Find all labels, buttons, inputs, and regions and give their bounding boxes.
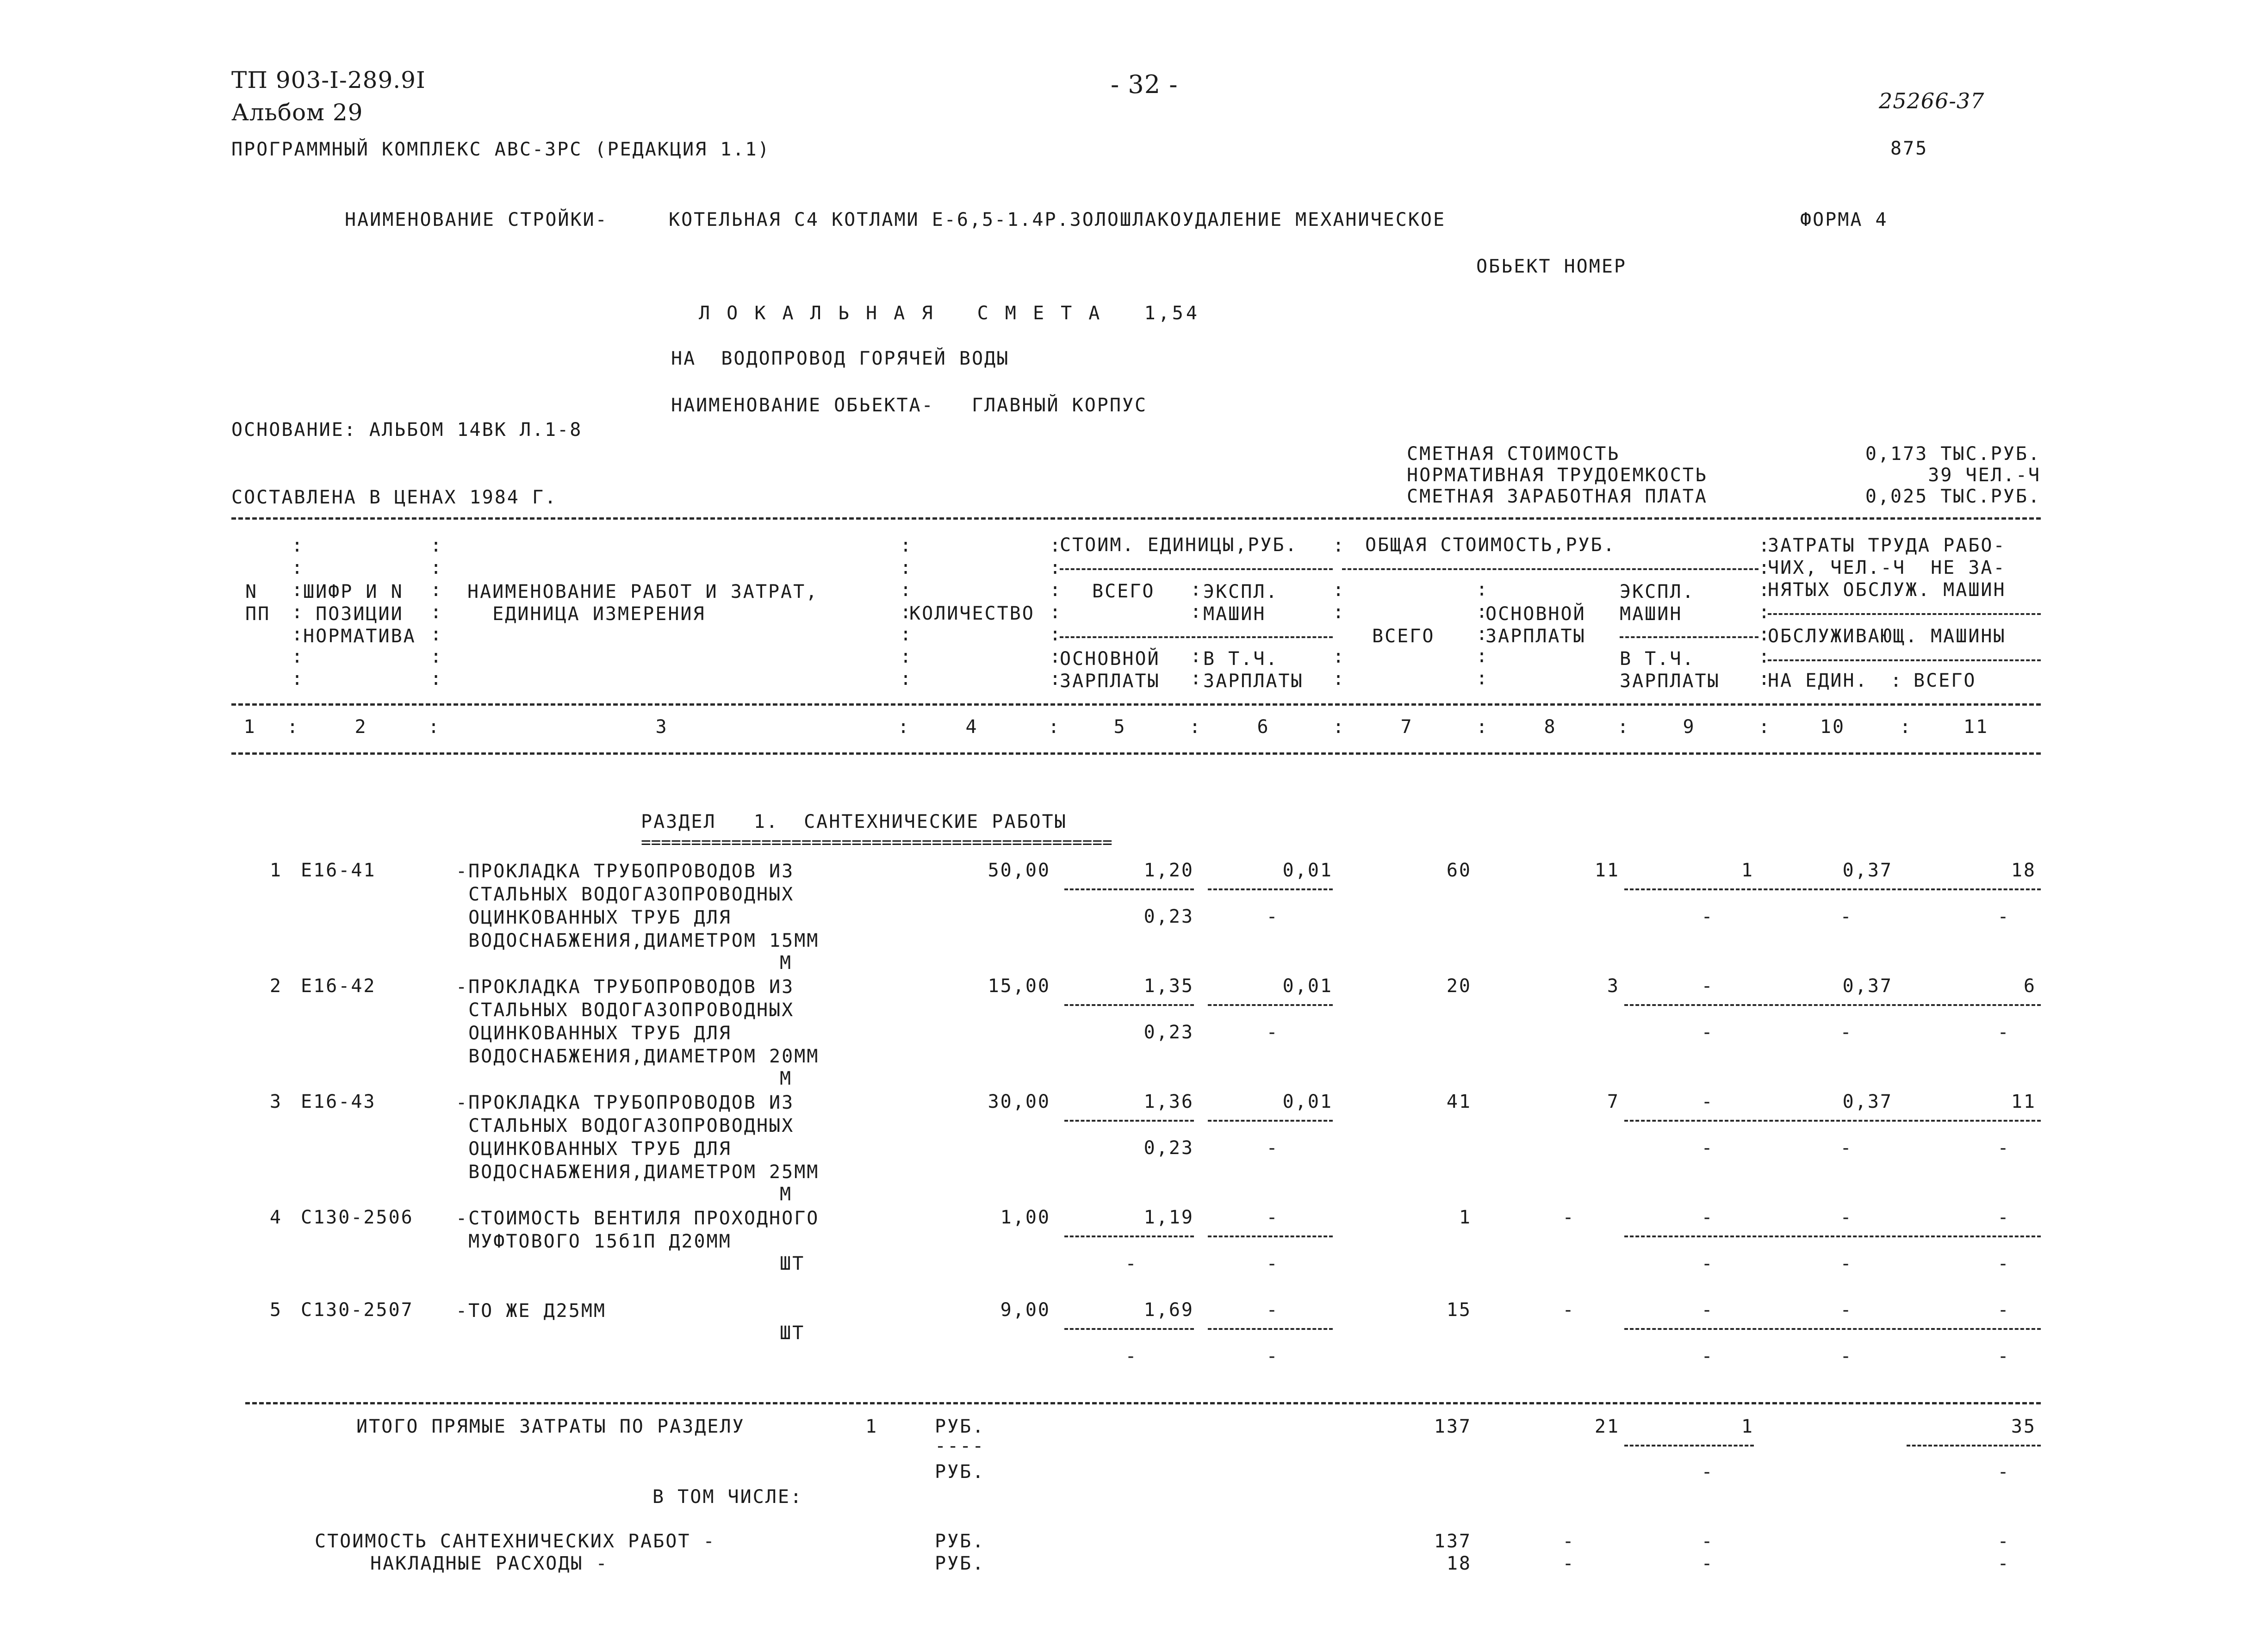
cell-rule <box>1624 888 2041 890</box>
section-underline: =============================================== <box>641 833 1112 852</box>
column-number: 7 <box>1400 716 1413 738</box>
row-unit-cost: 1,69 <box>1143 1299 1194 1321</box>
header-work-name: НАИМЕНОВАНИЕ РАБОТ И ЗАТРАТ, ЕДИНИЦА ИЗМЕРЕНИЯ <box>467 581 819 625</box>
cell-rule <box>1624 1120 2041 1122</box>
column-separator: : <box>1476 716 1489 738</box>
column-number: 3 <box>655 716 668 738</box>
row-total-expl: - <box>1701 1207 1714 1228</box>
document-title: Л О К А Л Ь Н А Я С М Е Т А 1,54 <box>699 303 1200 324</box>
row-number: 5 <box>269 1299 282 1321</box>
row-number: 3 <box>269 1091 282 1112</box>
column-separator: : <box>1900 716 1913 738</box>
row-labor-unit-b: - <box>1840 906 1853 927</box>
row-unit-wage: - <box>1125 1253 1138 1274</box>
price-basis: СОСТАВЛЕНА В ЦЕНАХ 1984 Г. <box>231 487 558 508</box>
row-labor-unit: - <box>1840 1207 1853 1228</box>
header-labor-per-unit: НА ЕДИН. <box>1768 670 1868 691</box>
header-subrule <box>1342 568 1758 570</box>
row-labor-total: - <box>1997 1299 2010 1321</box>
totals-total: 137 <box>1434 1416 1472 1437</box>
header-labor-machines: ОБСЛУЖИВАЮЩ. МАШИНЫ <box>1768 626 2006 647</box>
basis-line: ОСНОВАНИЕ: АЛЬБОМ 14ВК Л.1-8 <box>231 419 583 441</box>
row-labor-total: 6 <box>2023 975 2036 997</box>
totals-rule <box>245 1402 2041 1404</box>
row-code: Е16-42 <box>301 975 376 997</box>
row-total-wage: 11 <box>1594 860 1620 881</box>
row-total-expl-wage: - <box>1701 906 1714 927</box>
row-unit-wage-incl: - <box>1266 1253 1279 1274</box>
row-name: -ПРОКЛАДКА ТРУБОПРОВОДОВ ИЗ СТАЛЬНЫХ ВОДОГАЗОПРОВОДНЫХ ОЦИНКОВАННЫХ ТРУБ ДЛЯ ВОДОСНАБЖЕНИЯ,ДИАМЕТРОМ 20ММ <box>456 976 820 1067</box>
header-code: ШИФР И N ПОЗИЦИИ НОРМАТИВА <box>303 581 416 647</box>
summary-value: 39 ЧЕЛ.-Ч <box>1928 465 2041 486</box>
row-unit-wage: 0,23 <box>1143 1137 1194 1159</box>
header-subrule <box>1768 659 2041 661</box>
column-separator: : : : : : <box>1476 579 1488 689</box>
row-labor-unit: 0,37 <box>1842 975 1893 997</box>
column-separator: : : : : : : : <box>1050 535 1061 689</box>
totals-item-total: 18 <box>1446 1553 1472 1574</box>
row-total-expl: - <box>1701 1091 1714 1112</box>
cell-rule <box>1064 888 1194 890</box>
row-total-expl-wage: - <box>1701 1346 1714 1367</box>
row-labor-unit: - <box>1840 1299 1853 1321</box>
header-unit-expl: ЭКСПЛ. МАШИН <box>1203 581 1279 625</box>
row-labor-unit: 0,37 <box>1842 1091 1893 1112</box>
totals-wage: 21 <box>1594 1416 1620 1437</box>
totals-expl: 1 <box>1741 1416 1754 1437</box>
header-unit-basic: ОСНОВНОЙ ЗАРПЛАТЫ <box>1060 648 1160 692</box>
header-bottom-rule <box>231 752 2041 755</box>
column-number: 4 <box>965 716 978 738</box>
column-separator: : <box>1617 716 1630 738</box>
row-number: 1 <box>269 860 282 881</box>
column-number: 8 <box>1544 716 1557 738</box>
header-top-rule <box>231 517 2041 520</box>
header-subrule <box>1060 636 1333 638</box>
row-unit-expl: 0,01 <box>1282 975 1333 997</box>
totals-label: ИТОГО ПРЯМЫЕ ЗАТРАТЫ ПО РАЗДЕЛУ <box>356 1416 745 1437</box>
cell-rule <box>1624 1235 2041 1237</box>
construction-label: НАИМЕНОВАНИЕ СТРОЙКИ- <box>345 209 608 230</box>
column-number: 6 <box>1257 716 1270 738</box>
program-line: ПРОГРАММНЫЙ КОМПЛЕКС АВС-3РС (РЕДАКЦИЯ 1.1) <box>231 139 770 160</box>
row-name: -ТО ЖЕ Д25ММ <box>456 1300 606 1322</box>
row-unit-wage: 0,23 <box>1143 906 1194 927</box>
totals-item-label: СТОИМОСТЬ САНТЕХНИЧЕСКИХ РАБОТ - <box>315 1531 716 1552</box>
column-separator: : : : : : : : <box>292 535 303 689</box>
header-labor-sep: : <box>1890 670 1903 691</box>
row-unit-expl: 0,01 <box>1282 860 1333 881</box>
row-labor-total-b: - <box>1997 1253 2010 1274</box>
row-name: -ПРОКЛАДКА ТРУБОПРОВОДОВ ИЗ СТАЛЬНЫХ ВОДОГАЗОПРОВОДНЫХ ОЦИНКОВАННЫХ ТРУБ ДЛЯ ВОДОСНАБЖЕНИЯ,ДИАМЕТРОМ 15ММ <box>456 861 820 951</box>
page-number: - 32 - <box>1111 70 1178 99</box>
totals-labor-b: - <box>1997 1461 2010 1483</box>
row-code: Е16-41 <box>301 860 376 881</box>
row-quantity: 30,00 <box>988 1091 1050 1112</box>
row-labor-unit-b: - <box>1840 1137 1853 1159</box>
row-unit: ШТ <box>780 1253 805 1274</box>
column-number: 10 <box>1820 716 1845 738</box>
column-separator: : <box>1048 716 1061 738</box>
form-label: ФОРМА 4 <box>1800 209 1888 230</box>
cell-rule <box>1208 1120 1333 1122</box>
row-name: -СТОИМОСТЬ ВЕНТИЛЯ ПРОХОДНОГО МУФТОВОГО 15б1П Д20ММ <box>456 1208 820 1252</box>
construction-value: КОТЕЛЬНАЯ С4 КОТЛАМИ Е-6,5-1.4Р.ЗОЛОШЛАКОУДАЛЕНИЕ МЕХАНИЧЕСКОЕ <box>669 209 1446 230</box>
row-unit-cost: 1,19 <box>1143 1207 1194 1228</box>
row-total: 60 <box>1446 860 1472 881</box>
row-unit: М <box>780 1068 793 1089</box>
column-separator: : <box>1758 716 1771 738</box>
cell-rule <box>1064 1120 1194 1122</box>
project-code: ТП 903-I-289.9I <box>231 67 426 93</box>
row-labor-unit-b: - <box>1840 1022 1853 1043</box>
header-labor-all: ВСЕГО <box>1914 670 1976 691</box>
row-unit: ШТ <box>780 1322 805 1344</box>
row-total-wage: 7 <box>1607 1091 1620 1112</box>
header-unit-all: ВСЕГО <box>1092 581 1155 602</box>
row-total-wage: 3 <box>1607 975 1620 997</box>
column-separator: : : : : : : : <box>900 535 912 689</box>
row-total-expl-wage: - <box>1701 1253 1714 1274</box>
row-unit-wage: - <box>1125 1346 1138 1367</box>
cell-rule <box>1208 888 1333 890</box>
column-number: 5 <box>1113 716 1126 738</box>
row-total: 20 <box>1446 975 1472 997</box>
column-number: 11 <box>1963 716 1989 738</box>
row-total: 41 <box>1446 1091 1472 1112</box>
row-unit-wage-incl: - <box>1266 1022 1279 1043</box>
header-unit-cost: СТОИМ. ЕДИНИЦЫ,РУБ. <box>1060 534 1298 556</box>
object-name: НАИМЕНОВАНИЕ ОБЬЕКТА- ГЛАВНЫЙ КОРПУС <box>671 395 1148 416</box>
cell-rule <box>1064 1004 1194 1006</box>
cell-rule <box>1208 1004 1333 1006</box>
totals-currency-rule: ---- <box>935 1435 985 1457</box>
header-total-cost: ОБЩАЯ СТОИМОСТЬ,РУБ. <box>1365 534 1616 556</box>
column-separator: : : : : : <box>1333 535 1344 689</box>
row-unit-cost: 1,36 <box>1143 1091 1194 1112</box>
header-total-all: ВСЕГО <box>1372 626 1435 647</box>
object-number-label: ОБЬЕКТ НОМЕР <box>1476 256 1627 277</box>
totals-currency: РУБ. <box>935 1461 985 1483</box>
totals-item-currency: РУБ. <box>935 1531 985 1552</box>
row-labor-total: - <box>1997 1207 2010 1228</box>
column-separator: : <box>1189 716 1202 738</box>
totals-item-expl: - <box>1701 1553 1714 1574</box>
header-n: N ПП <box>245 581 271 625</box>
header-labor: ЗАТРАТЫ ТРУДА РАБО- ЧИХ, ЧЕЛ.-Ч НЕ ЗА- НЯТЫХ ОБСЛУЖ. МАШИН <box>1768 535 2006 601</box>
row-total-expl: 1 <box>1741 860 1754 881</box>
column-separator: : <box>428 716 441 738</box>
row-name: -ПРОКЛАДКА ТРУБОПРОВОДОВ ИЗ СТАЛЬНЫХ ВОДОГАЗОПРОВОДНЫХ ОЦИНКОВАННЫХ ТРУБ ДЛЯ ВОДОСНАБЖЕНИЯ,ДИАМЕТРОМ 25ММ <box>456 1092 820 1183</box>
header-total-basic: ОСНОВНОЙ ЗАРПЛАТЫ <box>1485 603 1586 647</box>
row-unit-wage-incl: - <box>1266 1137 1279 1159</box>
totals-item-total: 137 <box>1434 1531 1472 1552</box>
column-number: 1 <box>243 716 256 738</box>
header-total-incl: В Т.Ч. ЗАРПЛАТЫ <box>1620 648 1720 692</box>
summary-value: 0,173 ТЫС.РУБ. <box>1865 443 2041 465</box>
row-total-expl-wage: - <box>1701 1022 1714 1043</box>
row-total-wage: - <box>1562 1299 1575 1321</box>
row-unit-expl: - <box>1266 1299 1279 1321</box>
row-labor-total-b: - <box>1997 1137 2010 1159</box>
row-total-expl: - <box>1701 1299 1714 1321</box>
cell-rule <box>1064 1235 1194 1237</box>
cell-rule <box>1624 1004 2041 1006</box>
totals-expl-wage: - <box>1701 1461 1714 1483</box>
summary-label: СМЕТНАЯ ЗАРАБОТНАЯ ПЛАТА <box>1407 486 1708 507</box>
totals-item-labor: - <box>1997 1553 2010 1574</box>
row-labor-total-b: - <box>1997 906 2010 927</box>
header-subrule <box>1620 636 1758 638</box>
row-total-expl: - <box>1701 975 1714 997</box>
row-unit-cost: 1,20 <box>1143 860 1194 881</box>
row-total-expl-wage: - <box>1701 1137 1714 1159</box>
row-unit-wage: 0,23 <box>1143 1022 1194 1043</box>
sheet-number: 875 <box>1890 138 1928 159</box>
cell-rule <box>1064 1328 1194 1330</box>
section-title: РАЗДЕЛ 1. САНТЕХНИЧЕСКИЕ РАБОТЫ <box>641 811 1067 832</box>
totals-item-wage: - <box>1562 1531 1575 1552</box>
row-total-wage: - <box>1562 1207 1575 1228</box>
row-unit-expl: 0,01 <box>1282 1091 1333 1112</box>
header-subrule <box>1060 568 1333 570</box>
column-separator: : : : : : : : <box>430 535 442 689</box>
cell-rule <box>1208 1328 1333 1330</box>
document-code: 25266-37 <box>1879 88 1985 113</box>
totals-currency: РУБ. <box>935 1416 985 1437</box>
cell-rule <box>1208 1235 1333 1237</box>
header-unit-incl: В Т.Ч. ЗАРПЛАТЫ <box>1203 648 1304 692</box>
row-quantity: 50,00 <box>988 860 1050 881</box>
document-subtitle: НА ВОДОПРОВОД ГОРЯЧЕЙ ВОДЫ <box>671 348 1010 369</box>
column-separator: : : : : : : : <box>1758 535 1770 689</box>
row-labor-unit-b: - <box>1840 1253 1853 1274</box>
row-labor-total: 11 <box>2011 1091 2036 1112</box>
row-labor-total-b: - <box>1997 1022 2010 1043</box>
column-number: 9 <box>1683 716 1696 738</box>
totals-item-wage: - <box>1562 1553 1575 1574</box>
row-quantity: 1,00 <box>1000 1207 1050 1228</box>
row-unit: М <box>780 1184 793 1205</box>
cell-rule <box>1907 1445 2041 1447</box>
cell-rule <box>1624 1445 1754 1447</box>
column-separator: : <box>287 716 300 738</box>
summary-label: СМЕТНАЯ СТОИМОСТЬ <box>1407 443 1620 465</box>
row-unit-wage-incl: - <box>1266 1346 1279 1367</box>
totals-item-labor: - <box>1997 1531 2010 1552</box>
column-separator: : <box>1333 716 1346 738</box>
header-quantity: КОЛИЧЕСТВО <box>909 603 1035 624</box>
column-number: 2 <box>354 716 367 738</box>
row-code: С130-2506 <box>301 1207 414 1228</box>
column-separator: : : : : <box>1190 579 1202 689</box>
row-unit-expl: - <box>1266 1207 1279 1228</box>
column-separator: : <box>898 716 911 738</box>
summary-value: 0,025 ТЫС.РУБ. <box>1865 486 2041 507</box>
row-total: 15 <box>1446 1299 1472 1321</box>
row-labor-unit: 0,37 <box>1842 860 1893 881</box>
row-labor-total: 18 <box>2011 860 2036 881</box>
totals-including-label: В ТОМ ЧИСЛЕ: <box>652 1486 803 1508</box>
row-quantity: 9,00 <box>1000 1299 1050 1321</box>
row-unit-cost: 1,35 <box>1143 975 1194 997</box>
row-labor-unit-b: - <box>1840 1346 1853 1367</box>
header-mid-rule <box>231 703 2041 706</box>
row-code: С130-2507 <box>301 1299 414 1321</box>
header-total-expl: ЭКСПЛ. МАШИН <box>1620 581 1695 625</box>
row-total: 1 <box>1459 1207 1472 1228</box>
totals-section-number: 1 <box>865 1416 878 1437</box>
cell-rule <box>1624 1328 2041 1330</box>
row-code: Е16-43 <box>301 1091 376 1112</box>
totals-labor: 35 <box>2011 1416 2036 1437</box>
totals-item-label: НАКЛАДНЫЕ РАСХОДЫ - <box>370 1553 609 1574</box>
totals-item-currency: РУБ. <box>935 1553 985 1574</box>
row-unit-wage-incl: - <box>1266 906 1279 927</box>
row-number: 4 <box>269 1207 282 1228</box>
row-number: 2 <box>269 975 282 997</box>
totals-item-expl: - <box>1701 1531 1714 1552</box>
album-label: Альбом 29 <box>231 99 363 126</box>
header-subrule <box>1768 613 2041 615</box>
row-quantity: 15,00 <box>988 975 1050 997</box>
summary-label: НОРМАТИВНАЯ ТРУДОЕМКОСТЬ <box>1407 465 1708 486</box>
row-unit: М <box>780 952 793 974</box>
row-labor-total-b: - <box>1997 1346 2010 1367</box>
